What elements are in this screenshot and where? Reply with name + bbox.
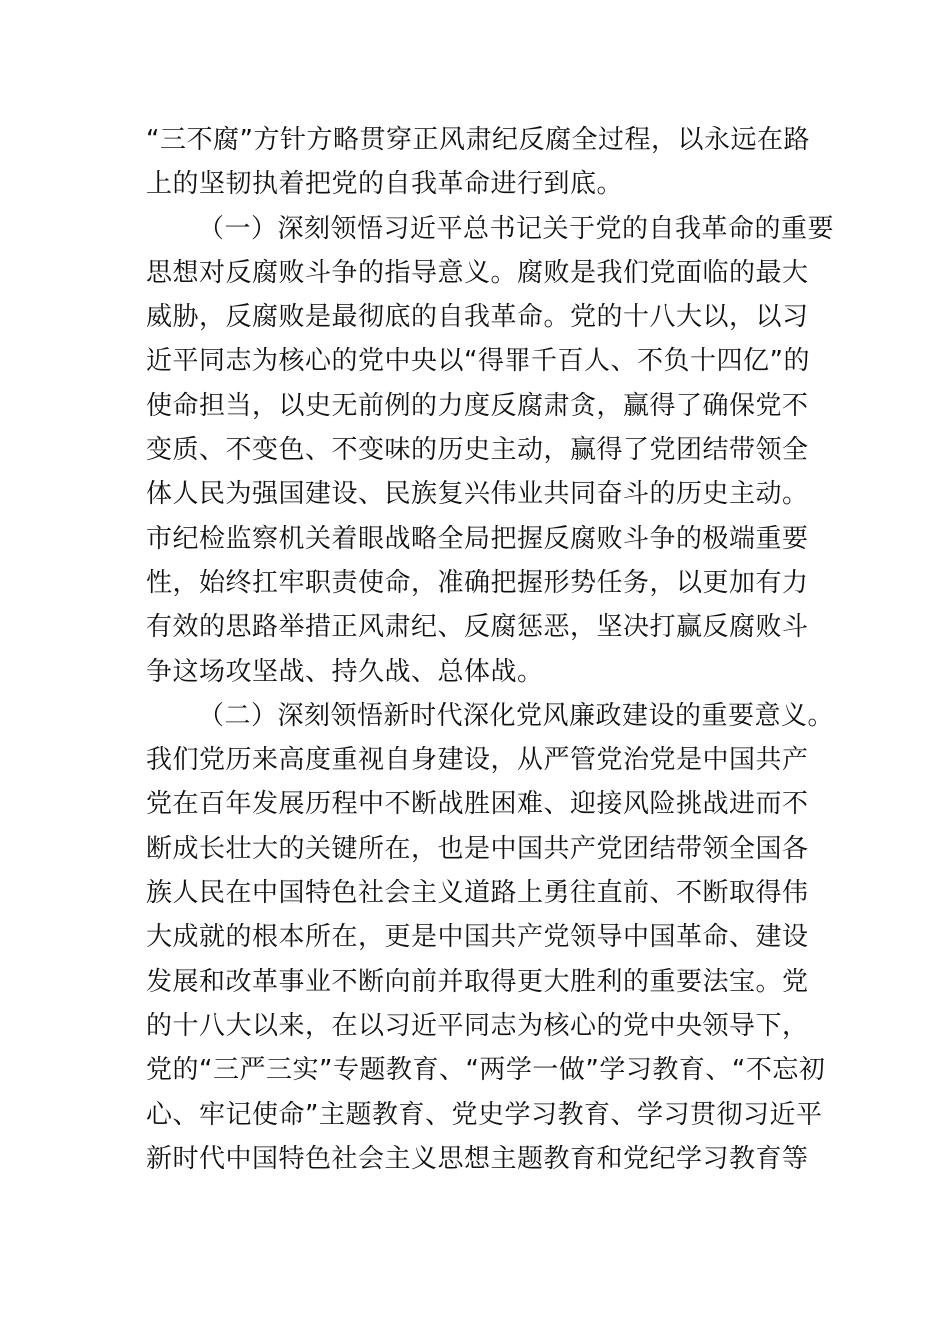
- text-line: 使命担当，以史无前例的力度反腐肃贪，赢得了确保党不: [146, 390, 809, 421]
- text-line: 我们党历来高度重视自身建设，从严管党治党是中国共产: [146, 745, 809, 776]
- paragraph-first-line: （二）深刻领悟新时代深化党风廉政建设的重要意义。: [198, 700, 835, 731]
- text-line: 大成就的根本所在，更是中国共产党领导中国革命、建设: [146, 922, 809, 953]
- text-line: 党在百年发展历程中不断战胜困难、迎接风险挑战进而不: [146, 789, 809, 820]
- text-line: 有效的思路举措正风肃纪、反腐惩恶，坚决打赢反腐败斗: [146, 612, 809, 643]
- text-line: 断成长壮大的关键所在，也是中国共产党团结带领全国各: [146, 833, 809, 864]
- text-line: 性，始终扛牢职责使命，准确把握形势任务，以更加有力: [146, 567, 809, 598]
- paragraph-first-line: （一）深刻领悟习近平总书记关于党的自我革命的重要: [198, 213, 835, 244]
- text-line: 族人民在中国特色社会主义道路上勇往直前、不断取得伟: [146, 878, 809, 909]
- text-line: 上的坚韧执着把党的自我革命进行到底。: [146, 169, 624, 200]
- text-line: 新时代中国特色社会主义思想主题教育和党纪学习教育等: [146, 1143, 809, 1174]
- text-line: 变质、不变色、不变味的历史主动，赢得了党团结带领全: [146, 435, 809, 466]
- text-line: 发展和改革事业不断向前并取得更大胜利的重要法宝。党: [146, 966, 809, 997]
- text-line: 争这场攻坚战、持久战、总体战。: [146, 656, 544, 687]
- text-line: 近平同志为核心的党中央以“得罪千百人、不负十四亿”的: [146, 346, 810, 377]
- text-line: 市纪检监察机关着眼战略全局把握反腐败斗争的极端重要: [146, 523, 809, 554]
- text-line: 体人民为强国建设、民族复兴伟业共同奋斗的历史主动。: [146, 479, 809, 510]
- text-line: 心、牢记使命”主题教育、党史学习教育、学习贯彻习近平: [146, 1099, 823, 1130]
- text-line: “三不腐”方针方略贯穿正风肃纪反腐全过程，以永远在路: [146, 125, 810, 155]
- text-line: 威胁，反腐败是最彻底的自我革命。党的十八大以，以习: [146, 302, 809, 333]
- body-text: [146, 118, 835, 1181]
- text-line: 的十八大以来，在以习近平同志为核心的党中央领导下，: [146, 1010, 809, 1041]
- text-line: 党的“三严三实”专题教育、“两学一做”学习教育、“不忘初: [146, 1055, 826, 1086]
- text-line: 思想对反腐败斗争的指导意义。腐败是我们党面临的最大: [146, 257, 809, 288]
